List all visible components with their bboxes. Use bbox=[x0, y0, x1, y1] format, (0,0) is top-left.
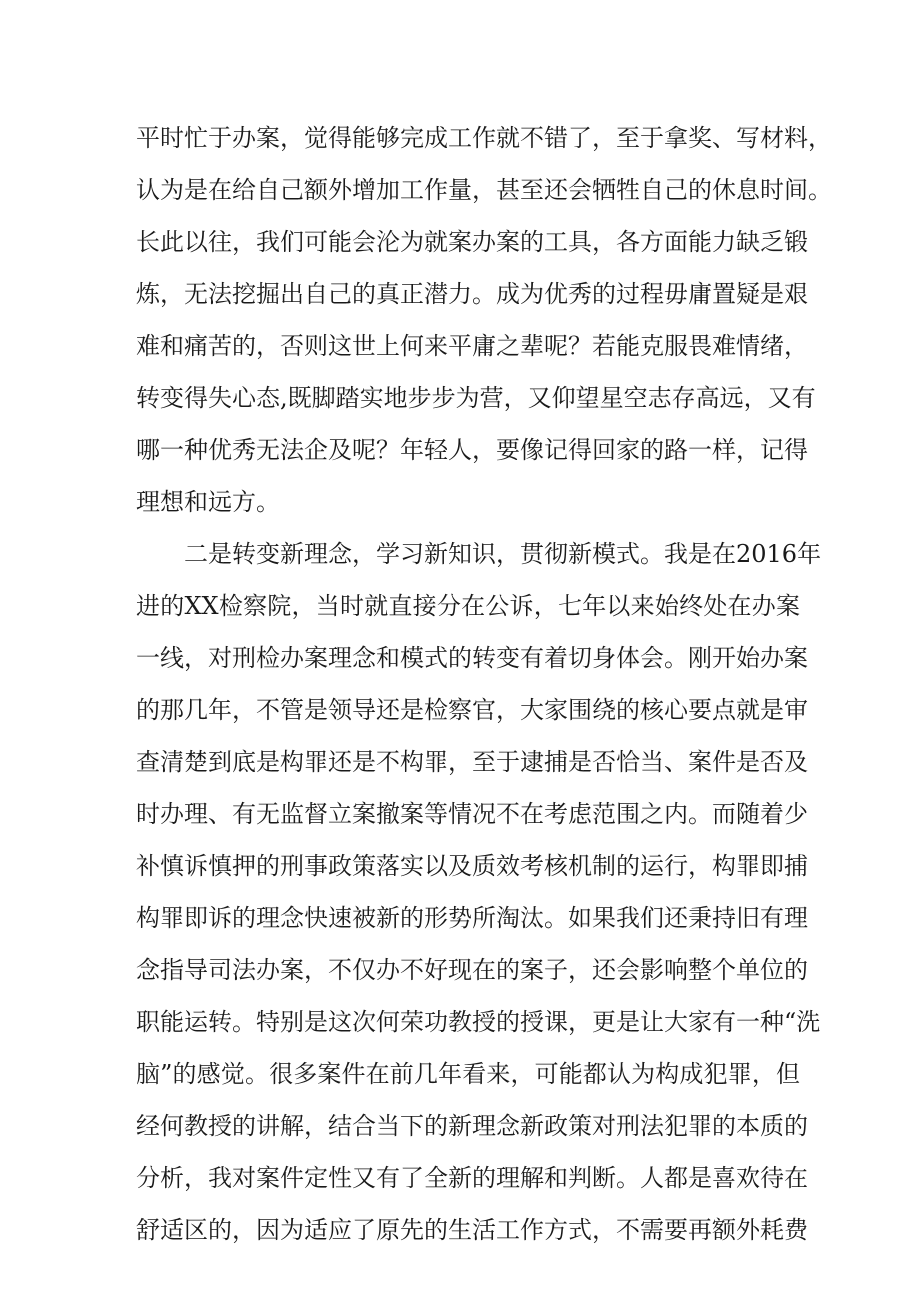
text-line: 理想和远方。 bbox=[136, 488, 280, 516]
text-line: 舒适区的，因为适应了原先的生活工作方式，不需要再额外耗费 bbox=[136, 1216, 808, 1244]
text-line: 分析，我对案件定性又有了全新的理解和判断。人都是喜欢待在 bbox=[136, 1164, 808, 1192]
text-line: 补慎诉慎押的刑事政策落实以及质效考核机制的运行，构罪即捕 bbox=[136, 852, 808, 880]
document-body bbox=[136, 112, 832, 1256]
text-line: 经何教授的讲解，结合当下的新理念新政策对刑法犯罪的本质的 bbox=[136, 1112, 808, 1140]
text-line: 哪一种优秀无法企及呢？年轻人，要像记得回家的路一样，记得 bbox=[136, 436, 808, 464]
text-line: 二是转变新理念，学习新知识，贯彻新模式。我是在2016年 bbox=[184, 540, 822, 568]
paragraph-1 bbox=[136, 112, 832, 528]
paragraph-2 bbox=[136, 528, 822, 1256]
text-line: 难和痛苦的，否则这世上何来平庸之辈呢？若能克服畏难情绪， bbox=[136, 332, 808, 360]
text-line: 炼，无法挖掘出自己的真正潜力。成为优秀的过程毋庸置疑是艰 bbox=[136, 280, 808, 308]
text-line: 一线，对刑检办案理念和模式的转变有着切身体会。刚开始办案 bbox=[136, 644, 808, 672]
text-line: 进的XX检察院，当时就直接分在公诉，七年以来始终处在办案 bbox=[136, 592, 800, 620]
text-line: 脑”的感觉。很多案件在前几年看来，可能都认为构成犯罪，但 bbox=[136, 1060, 800, 1088]
text-line: 构罪即诉的理念快速被新的形势所淘汰。如果我们还秉持旧有理 bbox=[136, 904, 808, 932]
text-line: 查清楚到底是构罪还是不构罪，至于逮捕是否恰当、案件是否及 bbox=[136, 748, 808, 776]
text-line: 认为是在给自己额外增加工作量，甚至还会牺牲自己的休息时间。 bbox=[136, 176, 832, 204]
text-line: 转变得失心态,既脚踏实地步步为营，又仰望星空志存高远，又有 bbox=[136, 384, 816, 412]
text-line: 职能运转。特别是这次何荣功教授的授课，更是让大家有一种“洗 bbox=[136, 1008, 821, 1036]
text-line: 平时忙于办案，觉得能够完成工作就不错了，至于拿奖、写材料， bbox=[136, 124, 832, 152]
text-line: 念指导司法办案，不仅办不好现在的案子，还会影响整个单位的 bbox=[136, 956, 808, 984]
text-line: 时办理、有无监督立案撤案等情况不在考虑范围之内。而随着少 bbox=[136, 800, 808, 828]
text-line: 的那几年，不管是领导还是检察官，大家围绕的核心要点就是审 bbox=[136, 696, 808, 724]
text-line: 长此以往，我们可能会沦为就案办案的工具，各方面能力缺乏锻 bbox=[136, 228, 808, 256]
